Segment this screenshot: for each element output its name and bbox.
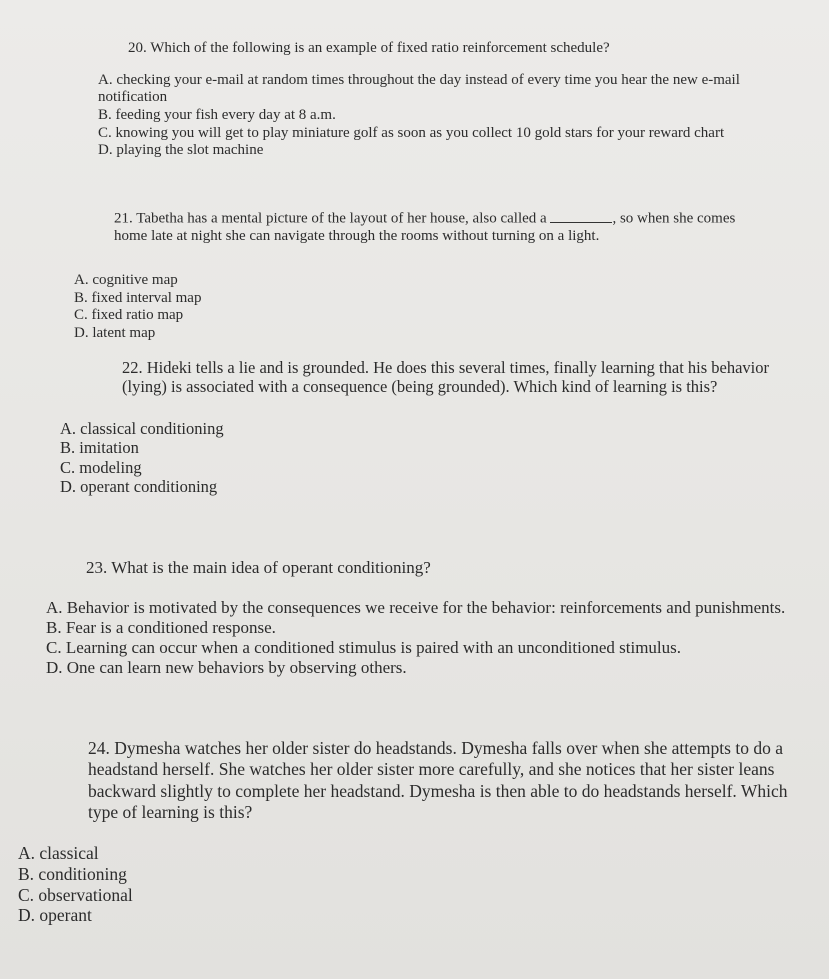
answer-blank <box>550 208 612 223</box>
question-21-option-c: C. fixed ratio map <box>74 307 184 324</box>
question-24 <box>18 738 808 926</box>
question-23-stem: 23. What is the main idea of operant conditioning? <box>86 558 431 577</box>
question-24-option-d: D. operant <box>18 905 92 926</box>
question-24-option-b: B. conditioning <box>18 864 127 885</box>
question-20-option-d: D. playing the slot machine <box>98 142 264 159</box>
question-20 <box>80 40 800 160</box>
question-21-options <box>74 272 784 343</box>
question-23-option-a: A. Behavior is motivated by the consequences we receive for the behavior: reinforcements and punishments. <box>46 598 786 618</box>
question-23-option-b: B. Fear is a conditioned response. <box>46 618 276 638</box>
question-22-option-b: B. imitation <box>60 438 139 458</box>
question-22-stem: 22. Hideki tells a lie and is grounded. He does this several times, finally learning that his behavior (lying) is associated with a consequence (being grounded). Which kind of learning is this? <box>122 358 770 397</box>
question-23-option-c: C. Learning can occur when a conditioned stimulus is paired with an unconditioned stimulus. <box>46 638 682 658</box>
question-21-option-a: A. cognitive map <box>74 271 178 288</box>
question-20-options <box>98 72 800 160</box>
question-20-option-a: A. checking your e-mail at random times throughout the day instead of every time you hear the new e-mail notification <box>98 71 740 106</box>
question-23 <box>46 558 806 678</box>
question-20-stem: 20. Which of the following is an example of fixed ratio reinforcement schedule? <box>128 40 610 56</box>
question-21-stem <box>114 208 764 246</box>
question-22-option-d: D. operant conditioning <box>60 477 218 497</box>
question-21-option-b: B. fixed interval map <box>74 289 202 306</box>
question-24-option-a: A. classical <box>18 843 99 864</box>
question-22-option-a: A. classical conditioning <box>60 418 224 438</box>
question-22 <box>60 358 790 497</box>
question-24-stem: 24. Dymesha watches her older sister do headstands. Dymesha falls over when she attempts to do a headstand herself. She watches her older sister more carefully, and she notices that her sister leans backward slightly to complete her headstand. Dymesha is then able to do headstands herself. Which type of learning is this? <box>88 738 788 823</box>
question-23-option-d: D. One can learn new behaviors by observing others. <box>46 658 407 678</box>
question-24-options <box>18 843 808 926</box>
question-20-option-c: C. knowing you will get to play miniature golf as soon as you collect 10 gold stars for your reward chart <box>98 124 725 141</box>
question-21 <box>74 208 784 343</box>
question-22-option-c: C. modeling <box>60 457 142 477</box>
question-21-stem-before: 21. Tabetha has a mental picture of the layout of her house, also called a <box>114 210 547 227</box>
question-20-option-b: B. feeding your fish every day at 8 a.m. <box>98 107 336 124</box>
question-21-option-d: D. latent map <box>74 324 156 341</box>
question-22-options <box>60 419 790 497</box>
question-24-option-c: C. observational <box>18 884 133 905</box>
question-21-stem-after: , so when she comes home late at night she can navigate through the rooms without turning on a light. <box>114 210 736 245</box>
question-23-options <box>46 598 806 678</box>
